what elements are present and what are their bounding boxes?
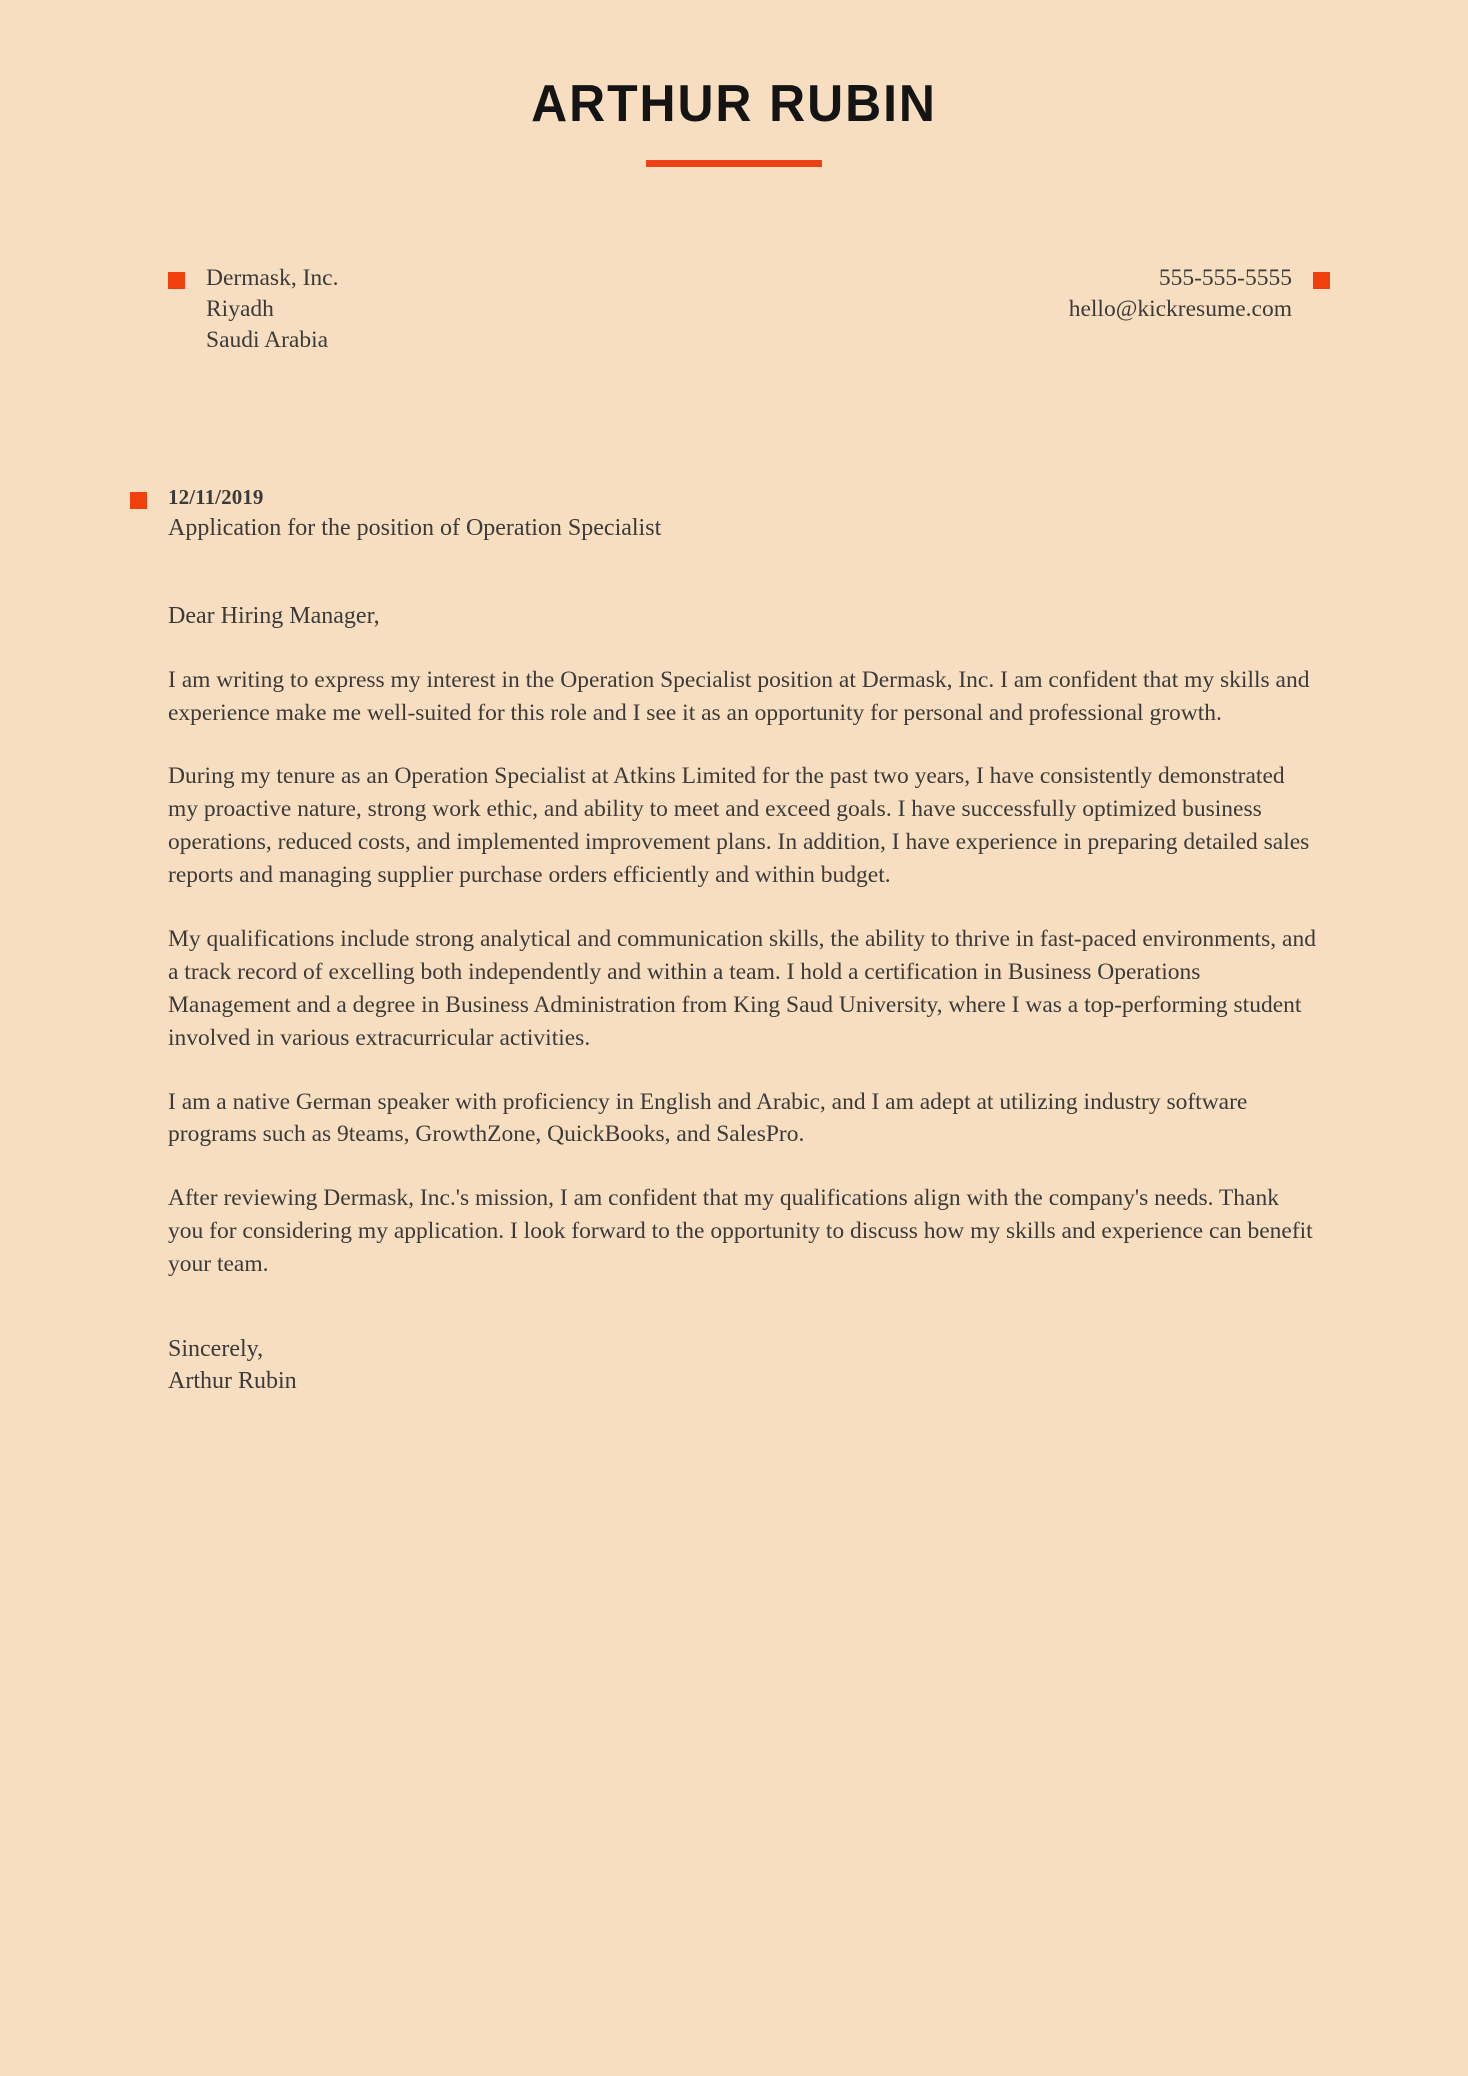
letter-salutation: Dear Hiring Manager, [168,603,380,630]
sender-phone[interactable]: 555-555-5555 [1158,265,1292,291]
letter-body [0,484,1468,1397]
square-bullet-icon [130,492,147,509]
sender-email[interactable]: hello@kickresume.com [1068,296,1292,323]
letter-subject: Application for the position of Operation Specialist [168,515,662,542]
letter-paragraph: I am a native German speaker with proficiency in English and Arabic, and I am adept at utilizing industry software programs such as 9teams, GrowthZone, QuickBooks, and SalesPro. [168,1088,1248,1148]
recipient-country: Saudi Arabia [206,327,329,354]
letter-signature: Arthur Rubin [168,1368,297,1395]
sender-contact-lines [1069,263,1292,325]
recipient-address-block [168,263,338,356]
letter-date: 12/11/2019 [168,485,264,510]
letter-closing: Sincerely, [168,1336,264,1363]
page-title: ARTHUR RUBIN [531,75,937,133]
square-bullet-icon [1313,272,1330,289]
letter-header [0,0,1468,167]
title-accent-rule [646,160,822,167]
recipient-company: Dermask, Inc. [206,265,339,291]
contact-row [0,263,1468,356]
letter-paragraph: My qualifications include strong analytical and communication skills, the ability to thrive in fast-paced environments, and a track record of excelling both independently and within a team. I hold a certification in Business Operations Management and a degree in Business Administration from King Saud University, where I was a top-performing student involved in various extracurricular activities. [168,926,1316,1051]
letter-signoff [168,1333,1318,1397]
letter-paragraph: During my tenure as an Operation Specialist at Atkins Limited for the past two years, I have consistently demonstrated my proactive nature, strong work ethic, and ability to meet and exceed goals. I have successfully optimized business operations, reduced costs, and implemented improvement plans. In addition, I have experience in preparing detailed sales reports and managing supplier purchase orders efficiently and within budget. [168,763,1310,889]
letter-paragraph: I am writing to express my interest in the Operation Specialist position at Dermask, Inc. I am confident that my skills and experience make me well-suited for this role and I see it as an opportunity for personal and professional growth. [168,666,1310,726]
recipient-city: Riyadh [206,296,274,323]
letter-paragraph: After reviewing Dermask, Inc.'s mission, I am confident that my qualifications align with the company's needs. Thank you for considering my application. I look forward to the opportunity to discuss how my skills and experience can benefit your team. [168,1185,1313,1278]
square-bullet-icon [168,272,185,289]
letter-date-row [130,484,1318,511]
sender-contact-block [1069,263,1330,325]
recipient-address-lines [206,263,338,356]
